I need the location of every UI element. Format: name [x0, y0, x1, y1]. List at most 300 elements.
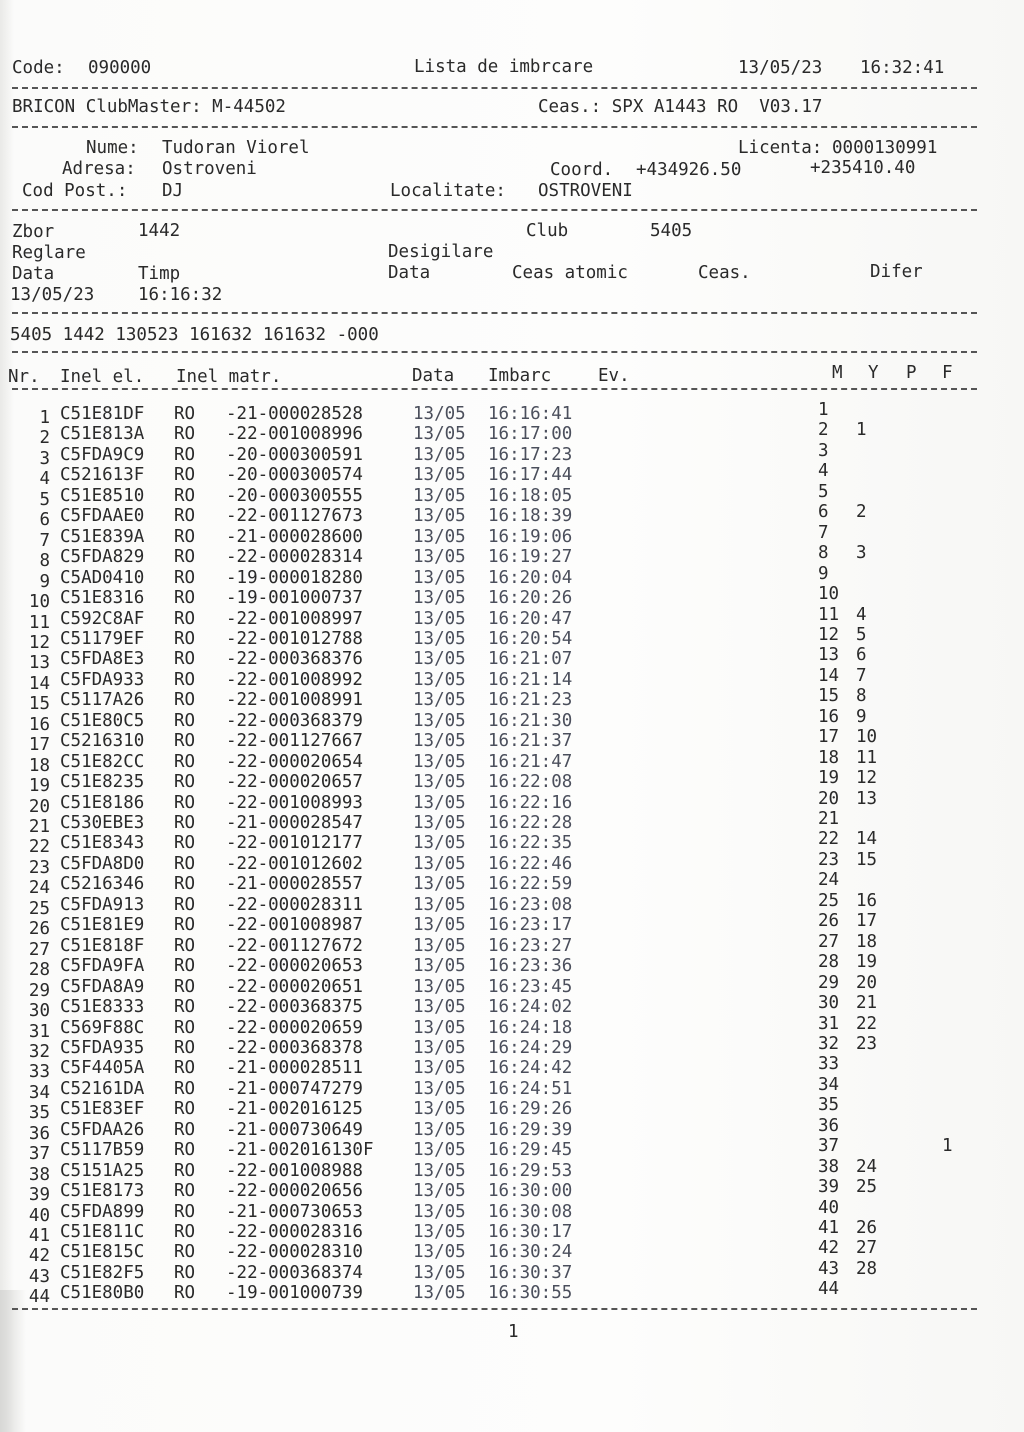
- cell-m: 39: [818, 1177, 840, 1197]
- cell-country: RO: [174, 588, 196, 608]
- cell-imbarc: 16:24:51: [488, 1079, 573, 1099]
- cell-y: 7: [856, 666, 867, 686]
- cell-y: 22: [856, 1014, 878, 1034]
- cell-nr: 36: [28, 1124, 50, 1144]
- cell-imbarc: 16:22:08: [488, 772, 573, 792]
- col-m: M: [832, 363, 843, 383]
- cell-inel-matr: -22-001012177: [226, 833, 363, 853]
- cell-inel-matr: -22-000020657: [226, 772, 363, 792]
- cell-inel-matr: -19-001000737: [226, 588, 363, 608]
- col-ev: Ev.: [598, 366, 630, 386]
- cell-data: 13/05: [413, 1263, 466, 1283]
- cell-inel-el: C51E83EF: [60, 1099, 145, 1119]
- licence-value: 0000130991: [832, 138, 938, 158]
- cell-imbarc: 16:20:04: [488, 568, 573, 588]
- cell-nr: 32: [28, 1042, 50, 1062]
- cell-imbarc: 16:29:39: [488, 1120, 573, 1140]
- cell-nr: 28: [28, 960, 50, 980]
- cell-inel-matr: -22-000368375: [226, 997, 363, 1017]
- cell-country: RO: [174, 1058, 196, 1078]
- cell-country: RO: [174, 936, 196, 956]
- cell-data: 13/05: [413, 752, 466, 772]
- cell-data: 13/05: [413, 1099, 466, 1119]
- cell-imbarc: 16:20:26: [488, 588, 573, 608]
- cell-country: RO: [174, 833, 196, 853]
- cell-country: RO: [174, 1099, 196, 1119]
- cell-country: RO: [174, 445, 196, 465]
- cell-data: 13/05: [413, 772, 466, 792]
- cell-data: 13/05: [413, 1222, 466, 1242]
- cell-inel-el: C521613F: [60, 465, 145, 485]
- cell-country: RO: [174, 1283, 196, 1303]
- col-inel-matr: Inel matr.: [176, 367, 282, 387]
- cell-nr: 41: [28, 1226, 50, 1246]
- cell-imbarc: 16:30:37: [488, 1263, 573, 1283]
- cell-data: 13/05: [413, 547, 466, 567]
- cell-country: RO: [174, 404, 196, 424]
- cell-nr: 43: [28, 1267, 50, 1287]
- cell-inel-matr: -22-000368374: [226, 1263, 363, 1283]
- cell-m: 14: [818, 666, 840, 686]
- cell-country: RO: [174, 1181, 196, 1201]
- cell-inel-el: C51E8510: [60, 486, 145, 506]
- cell-nr: 9: [39, 572, 50, 592]
- cell-inel-matr: -22-001008991: [226, 690, 363, 710]
- cell-nr: 30: [28, 1001, 50, 1021]
- cell-nr: 18: [28, 756, 50, 776]
- separator: [12, 126, 977, 128]
- cell-inel-el: C5FDA9C9: [60, 445, 145, 465]
- cell-y: 28: [856, 1259, 878, 1279]
- cell-inel-el: C5FDAAE0: [60, 506, 145, 526]
- cell-imbarc: 16:21:37: [488, 731, 573, 751]
- cell-y: 1: [856, 420, 867, 440]
- document-title: Lista de imbrcare: [414, 57, 594, 77]
- cell-data: 13/05: [413, 649, 466, 669]
- cell-country: RO: [174, 629, 196, 649]
- cell-nr: 8: [39, 551, 50, 571]
- cell-inel-matr: -22-000028310: [226, 1242, 363, 1262]
- col-y: Y: [868, 363, 879, 383]
- cell-y: 6: [856, 645, 867, 665]
- cell-inel-el: C530EBE3: [60, 813, 145, 833]
- cell-imbarc: 16:24:02: [488, 997, 573, 1017]
- cell-data: 13/05: [413, 506, 466, 526]
- header-time: 16:32:41: [860, 58, 945, 78]
- col-data: Data: [412, 366, 455, 386]
- cell-inel-matr: -22-000020653: [226, 956, 363, 976]
- cell-imbarc: 16:23:45: [488, 977, 573, 997]
- cell-data: 13/05: [413, 465, 466, 485]
- cell-nr: 1: [39, 408, 50, 428]
- separator: [12, 388, 977, 390]
- cell-inel-matr: -21-002016130F: [226, 1140, 374, 1160]
- cell-y: 20: [856, 973, 878, 993]
- ceas-atomic-label: Ceas atomic: [512, 263, 628, 283]
- col-imbarc: Imbarc: [488, 366, 552, 386]
- postal-value: DJ: [162, 181, 184, 201]
- cell-nr: 16: [28, 715, 50, 735]
- cell-inel-el: C51E82F5: [60, 1263, 145, 1283]
- cell-data: 13/05: [413, 1242, 466, 1262]
- cell-country: RO: [174, 1222, 196, 1242]
- cell-country: RO: [174, 752, 196, 772]
- cell-nr: 26: [28, 919, 50, 939]
- cell-imbarc: 16:29:26: [488, 1099, 573, 1119]
- cell-inel-matr: -21-000730649: [226, 1120, 363, 1140]
- cell-data: 13/05: [413, 670, 466, 690]
- cell-inel-matr: -22-001012602: [226, 854, 363, 874]
- cell-m: 5: [818, 482, 829, 502]
- cell-imbarc: 16:16:41: [488, 404, 573, 424]
- data2-label: Data: [388, 263, 431, 283]
- cell-inel-matr: -21-000747279: [226, 1079, 363, 1099]
- cell-country: RO: [174, 956, 196, 976]
- cell-m: 21: [818, 809, 840, 829]
- cell-imbarc: 16:19:06: [488, 527, 573, 547]
- cell-m: 24: [818, 870, 840, 890]
- cell-data: 13/05: [413, 956, 466, 976]
- cell-country: RO: [174, 609, 196, 629]
- cell-country: RO: [174, 506, 196, 526]
- cell-y: 3: [856, 543, 867, 563]
- cell-m: 41: [818, 1218, 840, 1238]
- clock-info: Ceas.: SPX A1443 RO V03.17: [538, 97, 823, 117]
- col-nr: Nr.: [8, 367, 40, 387]
- cell-inel-el: C51E82CC: [60, 752, 145, 772]
- cell-inel-el: C51E839A: [60, 527, 145, 547]
- cell-imbarc: 16:17:23: [488, 445, 573, 465]
- cell-inel-matr: -22-000028314: [226, 547, 363, 567]
- cell-country: RO: [174, 977, 196, 997]
- cell-m: 28: [818, 952, 840, 972]
- cell-country: RO: [174, 772, 196, 792]
- reglare-date: 13/05/23: [10, 285, 95, 305]
- cell-inel-el: C5F4405A: [60, 1058, 145, 1078]
- cell-data: 13/05: [413, 486, 466, 506]
- cell-inel-el: C51E8173: [60, 1181, 145, 1201]
- cell-m: 25: [818, 891, 840, 911]
- cell-country: RO: [174, 997, 196, 1017]
- cell-y: 11: [856, 748, 878, 768]
- cell-country: RO: [174, 1242, 196, 1262]
- cell-m: 34: [818, 1075, 840, 1095]
- separator: [12, 209, 977, 211]
- cell-imbarc: 16:20:47: [488, 609, 573, 629]
- cell-inel-matr: -22-001008988: [226, 1161, 363, 1181]
- cell-inel-matr: -22-001012788: [226, 629, 363, 649]
- cell-country: RO: [174, 649, 196, 669]
- cell-m: 27: [818, 932, 840, 952]
- cell-inel-el: C5FDA935: [60, 1038, 145, 1058]
- cell-inel-el: C51E80C5: [60, 711, 145, 731]
- cell-inel-matr: -22-000368376: [226, 649, 363, 669]
- cell-m: 10: [818, 584, 840, 604]
- cell-inel-matr: -21-000028511: [226, 1058, 363, 1078]
- cell-inel-el: C51E8186: [60, 793, 145, 813]
- cell-inel-el: C51E815C: [60, 1242, 145, 1262]
- cell-nr: 15: [28, 694, 50, 714]
- cell-data: 13/05: [413, 404, 466, 424]
- cell-inel-el: C51E8235: [60, 772, 145, 792]
- cell-inel-el: C5FDA899: [60, 1202, 145, 1222]
- cell-imbarc: 16:21:14: [488, 670, 573, 690]
- cell-data: 13/05: [413, 445, 466, 465]
- cell-country: RO: [174, 1161, 196, 1181]
- cell-m: 32: [818, 1034, 840, 1054]
- cell-m: 42: [818, 1238, 840, 1258]
- cell-imbarc: 16:18:39: [488, 506, 573, 526]
- cell-m: 1: [818, 400, 829, 420]
- cell-nr: 3: [39, 449, 50, 469]
- cell-imbarc: 16:19:27: [488, 547, 573, 567]
- cell-y: 15: [856, 850, 878, 870]
- cell-imbarc: 16:30:08: [488, 1202, 573, 1222]
- cell-nr: 27: [28, 940, 50, 960]
- separator: [12, 312, 977, 314]
- cell-inel-el: C52161DA: [60, 1079, 145, 1099]
- cell-data: 13/05: [413, 1018, 466, 1038]
- cell-nr: 40: [28, 1206, 50, 1226]
- cell-m: 2: [818, 420, 829, 440]
- cell-data: 13/05: [413, 793, 466, 813]
- cell-inel-matr: -21-000028547: [226, 813, 363, 833]
- cell-inel-el: C51E8343: [60, 833, 145, 853]
- col-p: P: [906, 363, 917, 383]
- cell-country: RO: [174, 1120, 196, 1140]
- cell-y: 4: [856, 605, 867, 625]
- cell-country: RO: [174, 731, 196, 751]
- locality-value: OSTROVENI: [538, 181, 633, 201]
- cell-m: 31: [818, 1014, 840, 1034]
- cell-inel-el: C5FDA8D0: [60, 854, 145, 874]
- cell-inel-matr: -22-000028316: [226, 1222, 363, 1242]
- cell-m: 30: [818, 993, 840, 1013]
- cell-imbarc: 16:21:23: [488, 690, 573, 710]
- cell-nr: 31: [28, 1022, 50, 1042]
- cell-data: 13/05: [413, 1283, 466, 1303]
- cell-inel-el: C5216346: [60, 874, 145, 894]
- cell-data: 13/05: [413, 977, 466, 997]
- cell-nr: 21: [28, 817, 50, 837]
- cell-m: 44: [818, 1279, 840, 1299]
- cell-data: 13/05: [413, 936, 466, 956]
- club-master: BRICON ClubMaster: M-44502: [12, 97, 286, 117]
- cell-country: RO: [174, 1140, 196, 1160]
- cell-country: RO: [174, 670, 196, 690]
- cell-nr: 20: [28, 797, 50, 817]
- cell-m: 13: [818, 645, 840, 665]
- cell-inel-matr: -21-000730653: [226, 1202, 363, 1222]
- cell-data: 13/05: [413, 424, 466, 444]
- cell-y: 9: [856, 707, 867, 727]
- cell-m: 4: [818, 461, 829, 481]
- cell-inel-matr: -21-000028600: [226, 527, 363, 547]
- cell-nr: 25: [28, 899, 50, 919]
- cell-imbarc: 16:30:55: [488, 1283, 573, 1303]
- cell-inel-matr: -22-000020651: [226, 977, 363, 997]
- cell-data: 13/05: [413, 915, 466, 935]
- cell-m: 12: [818, 625, 840, 645]
- cell-inel-el: C51E81E9: [60, 915, 145, 935]
- coord-lat: +434926.50: [636, 160, 742, 180]
- cell-country: RO: [174, 1079, 196, 1099]
- cell-country: RO: [174, 424, 196, 444]
- cell-country: RO: [174, 1038, 196, 1058]
- desigilare-label: Desigilare: [388, 242, 494, 262]
- licence-label: Licenta:: [738, 138, 823, 158]
- cell-imbarc: 16:18:05: [488, 486, 573, 506]
- cell-inel-el: C5FDA829: [60, 547, 145, 567]
- cell-data: 13/05: [413, 1079, 466, 1099]
- cell-m: 29: [818, 973, 840, 993]
- cell-imbarc: 16:30:17: [488, 1222, 573, 1242]
- cell-data: 13/05: [413, 874, 466, 894]
- cell-nr: 37: [28, 1144, 50, 1164]
- cell-imbarc: 16:17:44: [488, 465, 573, 485]
- cell-nr: 13: [28, 653, 50, 673]
- separator: [12, 351, 977, 353]
- cell-data: 13/05: [413, 833, 466, 853]
- cell-inel-el: C5FDAA26: [60, 1120, 145, 1140]
- cell-data: 13/05: [413, 813, 466, 833]
- cell-imbarc: 16:23:27: [488, 936, 573, 956]
- cell-country: RO: [174, 813, 196, 833]
- cell-y: 26: [856, 1218, 878, 1238]
- reglare-time: 16:16:32: [138, 285, 223, 305]
- cell-nr: 14: [28, 674, 50, 694]
- cell-y: 8: [856, 686, 867, 706]
- coord-label: Coord.: [550, 160, 614, 180]
- cell-nr: 10: [28, 592, 50, 612]
- cell-inel-matr: -22-000368379: [226, 711, 363, 731]
- cell-imbarc: 16:22:28: [488, 813, 573, 833]
- code-label: Code:: [12, 58, 65, 78]
- separator: [12, 1308, 977, 1310]
- cell-country: RO: [174, 1018, 196, 1038]
- cell-inel-matr: -22-001127673: [226, 506, 363, 526]
- cell-m: 35: [818, 1095, 840, 1115]
- cell-imbarc: 16:22:59: [488, 874, 573, 894]
- cell-y: 13: [856, 789, 878, 809]
- cell-imbarc: 16:22:46: [488, 854, 573, 874]
- cell-imbarc: 16:24:18: [488, 1018, 573, 1038]
- cell-inel-el: C5FDA9FA: [60, 956, 145, 976]
- cell-imbarc: 16:23:36: [488, 956, 573, 976]
- cell-inel-el: C51E81DF: [60, 404, 145, 424]
- cell-data: 13/05: [413, 588, 466, 608]
- cell-nr: 11: [28, 613, 50, 633]
- cell-inel-matr: -22-000368378: [226, 1038, 363, 1058]
- cell-data: 13/05: [413, 997, 466, 1017]
- cell-data: 13/05: [413, 854, 466, 874]
- cell-m: 33: [818, 1054, 840, 1074]
- cell-data: 13/05: [413, 1140, 466, 1160]
- cell-y: 16: [856, 891, 878, 911]
- cell-country: RO: [174, 1202, 196, 1222]
- cell-inel-el: C51E8333: [60, 997, 145, 1017]
- cell-nr: 23: [28, 858, 50, 878]
- cell-inel-el: C5AD0410: [60, 568, 145, 588]
- cell-m: 16: [818, 707, 840, 727]
- col-f: F: [942, 363, 953, 383]
- cell-imbarc: 16:30:00: [488, 1181, 573, 1201]
- cell-nr: 35: [28, 1103, 50, 1123]
- cell-inel-el: C51E8316: [60, 588, 145, 608]
- cell-m: 8: [818, 543, 829, 563]
- address-label: Adresa:: [62, 159, 136, 179]
- cell-country: RO: [174, 895, 196, 915]
- cell-imbarc: 16:22:16: [488, 793, 573, 813]
- owner-name: Tudoran Viorel: [162, 138, 310, 158]
- cell-country: RO: [174, 486, 196, 506]
- cell-inel-matr: -22-001008987: [226, 915, 363, 935]
- cell-inel-el: C5FDA8E3: [60, 649, 145, 669]
- cell-data: 13/05: [413, 1120, 466, 1140]
- cell-m: 11: [818, 605, 840, 625]
- reglare-label: Reglare: [12, 243, 86, 263]
- cell-m: 3: [818, 441, 829, 461]
- cell-nr: 22: [28, 837, 50, 857]
- cell-m: 36: [818, 1116, 840, 1136]
- cell-data: 13/05: [413, 1181, 466, 1201]
- cell-m: 20: [818, 789, 840, 809]
- cell-imbarc: 16:30:24: [488, 1242, 573, 1262]
- cell-inel-matr: -19-001000739: [226, 1283, 363, 1303]
- data-label: Data: [12, 264, 55, 284]
- cell-nr: 12: [28, 633, 50, 653]
- cell-m: 37: [818, 1136, 840, 1156]
- postal-label: Cod Post.:: [22, 181, 128, 201]
- cell-inel-matr: -22-001008993: [226, 793, 363, 813]
- cell-data: 13/05: [413, 1202, 466, 1222]
- cell-m: 26: [818, 911, 840, 931]
- cell-inel-matr: -20-000300574: [226, 465, 363, 485]
- cell-imbarc: 16:17:00: [488, 424, 573, 444]
- cell-imbarc: 16:24:29: [488, 1038, 573, 1058]
- cell-inel-matr: -22-000020659: [226, 1018, 363, 1038]
- cell-inel-matr: -22-000020656: [226, 1181, 363, 1201]
- coord-lon: +235410.40: [810, 158, 916, 178]
- cell-data: 13/05: [413, 527, 466, 547]
- cell-y: 12: [856, 768, 878, 788]
- cell-nr: 19: [28, 776, 50, 796]
- cell-imbarc: 16:23:17: [488, 915, 573, 935]
- cell-data: 13/05: [413, 609, 466, 629]
- cell-inel-el: C569F88C: [60, 1018, 145, 1038]
- cell-country: RO: [174, 527, 196, 547]
- cell-inel-el: C51E813A: [60, 424, 145, 444]
- difer-label: Difer: [870, 262, 923, 282]
- cell-nr: 5: [39, 490, 50, 510]
- cell-y: 27: [856, 1238, 878, 1258]
- cell-y: 17: [856, 911, 878, 931]
- cell-imbarc: 16:20:54: [488, 629, 573, 649]
- cell-inel-el: C51E811C: [60, 1222, 145, 1242]
- cell-inel-matr: -22-001008997: [226, 609, 363, 629]
- cell-inel-matr: -21-002016125: [226, 1099, 363, 1119]
- cell-m: 40: [818, 1198, 840, 1218]
- cell-imbarc: 16:21:30: [488, 711, 573, 731]
- cell-inel-matr: -21-000028557: [226, 874, 363, 894]
- cell-country: RO: [174, 465, 196, 485]
- cell-country: RO: [174, 874, 196, 894]
- cell-inel-el: C51179EF: [60, 629, 145, 649]
- cell-nr: 44: [28, 1287, 50, 1307]
- cell-data: 13/05: [413, 629, 466, 649]
- cell-inel-matr: -22-001008996: [226, 424, 363, 444]
- cell-data: 13/05: [413, 568, 466, 588]
